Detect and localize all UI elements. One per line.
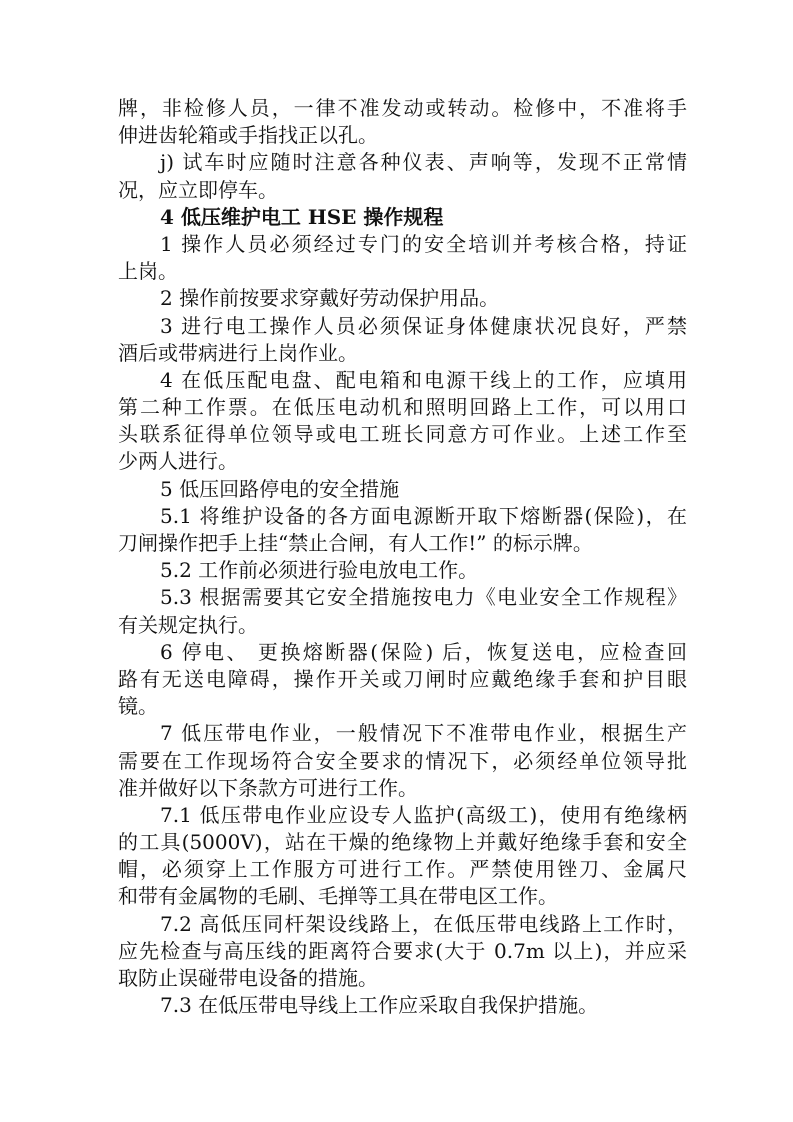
text-line: 需要在工作现场符合安全要求的情况下，必须经单位领导批 [118, 748, 687, 773]
text-line: 4 低压维护电工 HSE 操作规程 [160, 204, 444, 229]
text-line: 上岗。 [118, 259, 178, 284]
text-line: 第二种工作票。在低压电动机和照明回路上工作，可以用口 [118, 395, 687, 420]
text-line: 2 操作前按要求穿戴好劳动保护用品。 [160, 286, 500, 311]
text-line: 5.3 根据需要其它安全措施按电力《电业安全工作规程》 [160, 585, 687, 610]
paragraph [118, 367, 687, 476]
text-line: 7.2 高低压同杆架设线路上，在低压带电线路上工作时， [160, 911, 687, 936]
section-heading [118, 204, 687, 231]
text-line: 取防止误碰带电设备的措施。 [118, 966, 378, 990]
paragraph [118, 149, 687, 203]
text-line: 7.3 在低压带电导线上工作应采取自我保护措施。 [160, 993, 599, 1018]
paragraph [118, 231, 687, 285]
text-line: 刀闸操作把手上挂“禁止合闸，有人工作!” 的标示牌。 [118, 531, 593, 555]
paragraph [118, 639, 687, 721]
paragraph [118, 584, 687, 638]
paragraph [118, 720, 687, 802]
text-line: 7.1 低压带电作业应设专人监护(高级工)，使用有绝缘柄 [160, 802, 687, 827]
text-line: 6 停电、 更换熔断器(保险) 后，恢复送电，应检查回 [160, 639, 687, 664]
text-line: 帽，必须穿上工作服方可进行工作。严禁使用锉刀、金属尺 [118, 857, 687, 882]
text-line: 头联系征得单位领导或电工班长同意方可作业。上述工作至 [118, 422, 687, 447]
text-line: 少两人进行。 [118, 449, 238, 474]
text-line: 和带有金属物的毛刷、毛掸等工具在带电区工作。 [118, 884, 558, 909]
text-line: 7 低压带电作业，一般情况下不准带电作业，根据生产 [160, 721, 687, 746]
text-line: 镜。 [118, 694, 158, 719]
text-line: 3 进行电工操作人员必须保证身体健康状况良好，严禁 [160, 313, 687, 338]
paragraph [118, 992, 687, 1019]
paragraph [118, 911, 687, 993]
document-body [118, 95, 687, 1019]
paragraph [118, 557, 687, 584]
text-line: 况，应立即停车。 [118, 177, 278, 202]
text-line: 5 低压回路停电的安全措施 [160, 476, 400, 501]
text-line: 的工具(5000V)，站在干燥的绝缘物上并戴好绝缘手套和安全 [118, 830, 687, 855]
text-line: 牌，非检修人员，一律不准发动或转动。检修中，不准将手 [118, 96, 687, 120]
text-line: 伸进齿轮箱或手指找正以孔。 [118, 123, 378, 148]
text-line: 酒后或带病进行上岗作业。 [118, 340, 358, 365]
text-line: 准并做好以下条款方可进行工作。 [118, 775, 418, 800]
text-line: 应先检查与高压线的距离符合要求(大于 0.7m 以上)，并应采 [118, 938, 687, 963]
paragraph [118, 503, 687, 557]
text-line: j) 试车时应随时注意各种仪表、声响等，发现不正常情 [160, 150, 687, 175]
text-line: 路有无送电障碍，操作开关或刀闸时应戴绝缘手套和护目眼 [118, 666, 687, 691]
text-line: 5.2 工作前必须进行验电放电工作。 [160, 558, 479, 583]
text-line: 4 在低压配电盘、配电箱和电源干线上的工作，应填用 [160, 367, 687, 392]
text-line: 5.1 将维护设备的各方面电源断开取下熔断器(保险)，在 [160, 503, 687, 528]
paragraph [118, 95, 687, 149]
paragraph [118, 476, 687, 503]
paragraph [118, 285, 687, 312]
text-line: 1 操作人员必须经过专门的安全培训并考核合格，持证 [160, 231, 687, 256]
paragraph [118, 313, 687, 367]
text-line: 有关规定执行。 [118, 612, 258, 637]
paragraph [118, 802, 687, 911]
